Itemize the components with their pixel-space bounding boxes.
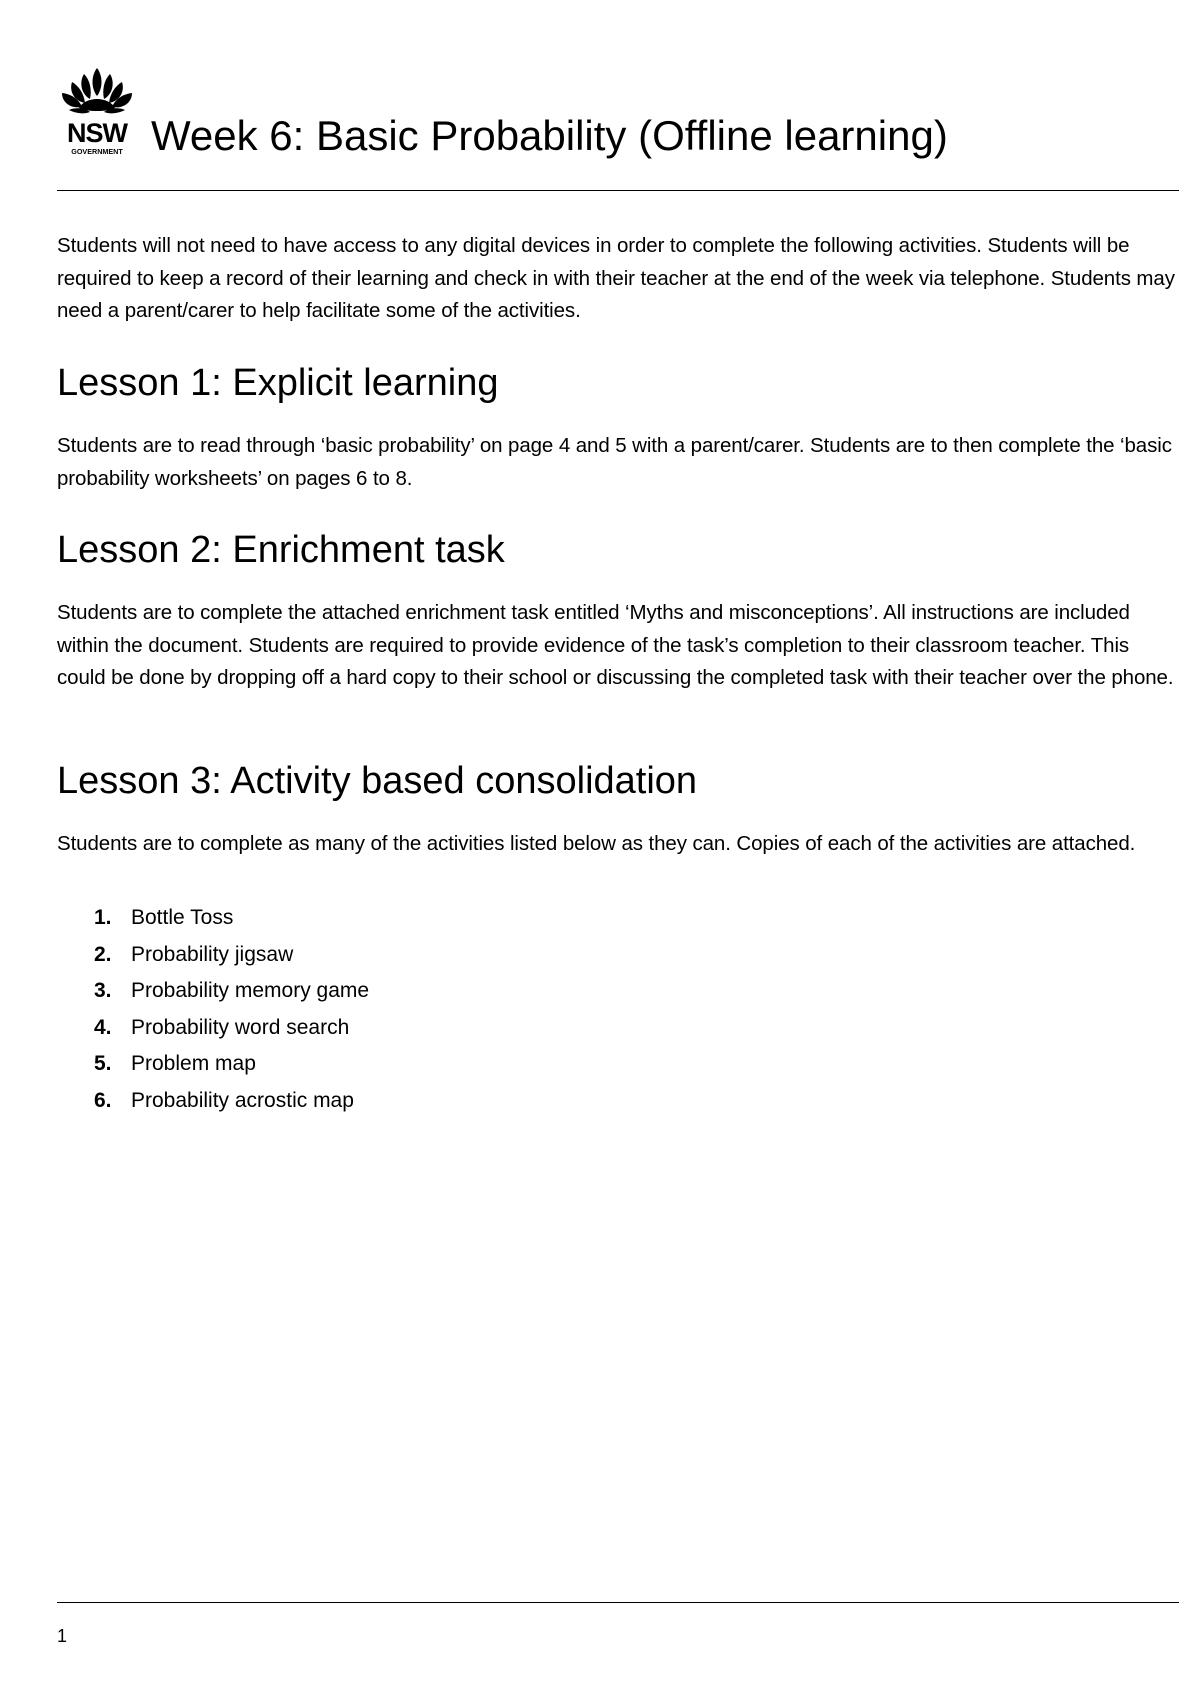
list-item-number: 6. bbox=[94, 1088, 112, 1112]
document-header bbox=[57, 66, 1179, 159]
page-title: Week 6: Basic Probability (Offline learning) bbox=[151, 112, 948, 159]
header-divider bbox=[57, 190, 1179, 191]
list-item-label: Probability jigsaw bbox=[131, 942, 294, 966]
list-item-label: Probability acrostic map bbox=[131, 1088, 354, 1112]
lesson-1-heading: Lesson 1: Explicit learning bbox=[57, 362, 499, 404]
list-item-label: Bottle Toss bbox=[131, 906, 234, 929]
logo-wordmark: NSW bbox=[67, 118, 127, 148]
list-item-number: 2. bbox=[94, 942, 112, 966]
lesson-2-heading: Lesson 2: Enrichment task bbox=[57, 529, 505, 571]
waratah-flower-icon bbox=[57, 66, 137, 156]
list-item-number: 1. bbox=[94, 906, 112, 929]
list-item-label: Probability word search bbox=[131, 1015, 350, 1039]
intro-paragraph: Students will not need to have access to any digital devices in order to complete the following activities. Students will be required to keep a record of their learning and check in with their teacher at the end of the week via telephone. Students may need a parent/carer to help facilitate some of the activities. bbox=[57, 234, 1175, 322]
lesson-1-body: Students are to read through ‘basic probability’ on page 4 and 5 with a parent/carer. Students are to then complete the ‘basic probability worksheets’ on pages 6 to 8. bbox=[57, 434, 1172, 490]
nsw-government-logo bbox=[57, 66, 137, 156]
list-item-label: Problem map bbox=[131, 1052, 256, 1076]
list-item-number: 5. bbox=[94, 1052, 112, 1076]
list-item-number: 3. bbox=[94, 979, 112, 1003]
list-item-number: 4. bbox=[94, 1015, 112, 1039]
lesson-3-heading: Lesson 3: Activity based consolidation bbox=[57, 760, 698, 802]
logo-subtext: GOVERNMENT bbox=[71, 147, 123, 156]
page-number: 1 bbox=[57, 1626, 68, 1646]
footer-divider bbox=[57, 1602, 1179, 1603]
lesson-2-body: Students are to complete the attached enrichment task entitled ‘Myths and misconceptions’. All instructions are included within the document. Students are required to provide evidence of the task’s completion to their classroom teacher. This could be done by dropping off a hard copy to their school or discussing the completed task with their teacher over the phone. bbox=[57, 601, 1174, 689]
list-item-label: Probability memory game bbox=[131, 979, 370, 1003]
lesson-3-body: Students are to complete as many of the activities listed below as they can. Copies of each of the activities are attached. bbox=[57, 832, 1136, 855]
